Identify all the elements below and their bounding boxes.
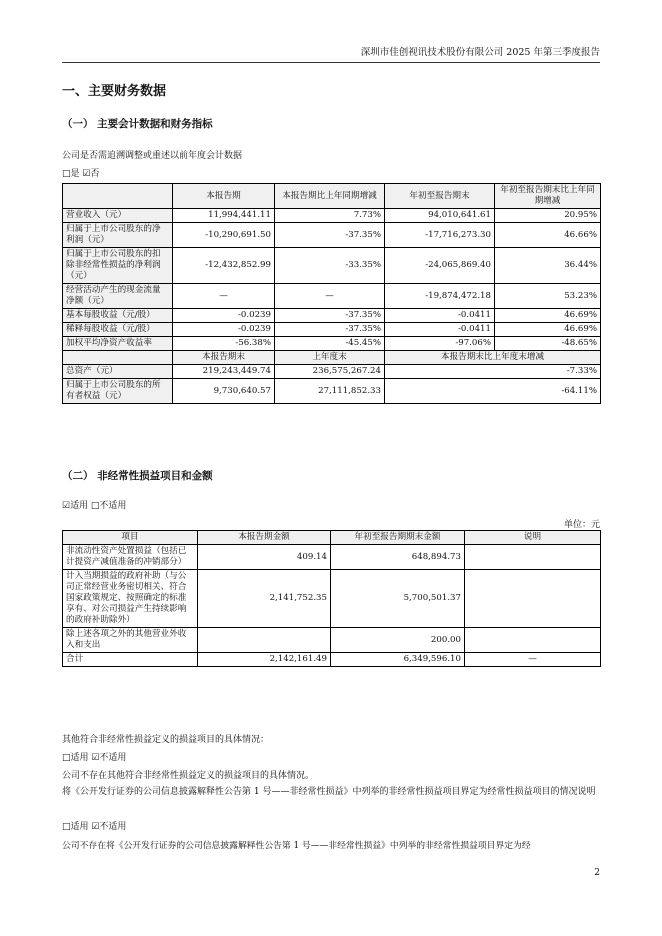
table-header-cell: 本报告期金额 <box>198 531 331 545</box>
table-cell: -24,065,869.40 <box>385 248 495 284</box>
table-header-cell: 本报告期末 <box>173 351 275 365</box>
table-cell: 7.73% <box>275 209 385 223</box>
table-cell: -0.0411 <box>385 309 495 323</box>
table-cell: 36.44% <box>495 248 601 284</box>
table-cell: -48.65% <box>495 337 601 351</box>
unit-label: 单位：元 <box>563 520 600 530</box>
row-label: 除上述各项之外的其他营业外收入和支出 <box>63 628 198 653</box>
table-row <box>63 628 601 653</box>
section-title: 一、主要财务数据 <box>62 84 167 99</box>
row-label: 计入当期损益的政府补助（与公司正常经营业务密切相关、符合国家政策规定、按照确定的标准享有、对公司损益产生持续影响的政府补助除外） <box>63 570 198 628</box>
table-row <box>63 379 601 404</box>
reclass-options: □适用 ☑不适用 <box>62 822 127 832</box>
table-header-cell: 年初至报告期末比上年同期增减 <box>495 184 601 209</box>
table-header-row <box>63 184 601 209</box>
row-label: 合计 <box>63 653 198 667</box>
row-label: 基本每股收益（元/股） <box>63 309 173 323</box>
table-header-cell: 上年度末 <box>275 351 385 365</box>
subsection-title-1: （一） 主要会计数据和财务指标 <box>62 118 213 130</box>
non-recurring-table <box>62 530 601 667</box>
table-cell <box>198 628 331 653</box>
table-cell: 46.69% <box>495 309 601 323</box>
row-label: 营业收入（元） <box>63 209 173 223</box>
table-cell <box>465 628 601 653</box>
table-cell: 200.00 <box>331 628 465 653</box>
table-header-cell: 项目 <box>63 531 198 545</box>
table-cell: 94,010,641.61 <box>385 209 495 223</box>
table-cell: -64.11% <box>385 379 601 404</box>
table-cell: -33.35% <box>275 248 385 284</box>
table-cell: -45.45% <box>275 337 385 351</box>
table-cell: 648,894.73 <box>331 545 465 570</box>
table-cell: 9,730,640.57 <box>173 379 275 404</box>
retro-options: □是 ☑否 <box>62 169 100 179</box>
table-cell: 20.95% <box>495 209 601 223</box>
table-row <box>63 570 601 628</box>
table-cell: — <box>275 284 385 309</box>
row-label: 经营活动产生的现金流量净额（元） <box>63 284 173 309</box>
table-cell: 11,994,441.11 <box>173 209 275 223</box>
table-subheader-row <box>63 351 601 365</box>
table-row <box>63 223 601 248</box>
table-cell <box>465 545 601 570</box>
table-header-cell <box>63 184 173 209</box>
table-cell: 2,141,752.35 <box>198 570 331 628</box>
row-label: 非流动性资产处置损益（包括已计提资产减值准备的冲销部分） <box>63 545 198 570</box>
table-cell: -19,874,472.18 <box>385 284 495 309</box>
table-cell: 53.23% <box>495 284 601 309</box>
table-cell: — <box>465 653 601 667</box>
row-label: 归属于上市公司股东的扣除非经常性损益的净利润（元） <box>63 248 173 284</box>
table-cell: 409.14 <box>198 545 331 570</box>
table-cell: 219,243,449.74 <box>173 365 275 379</box>
table-cell: 5,700,501.37 <box>331 570 465 628</box>
table-cell <box>63 351 173 365</box>
table-cell: -56.38% <box>173 337 275 351</box>
table-cell: 46.69% <box>495 323 601 337</box>
page-number: 2 <box>594 868 600 878</box>
retro-question: 公司是否需追溯调整或重述以前年度会计数据 <box>62 151 243 161</box>
table-row <box>63 284 601 309</box>
table-cell: -97.06% <box>385 337 495 351</box>
table-row <box>63 209 601 223</box>
table-cell: -7.33% <box>385 365 601 379</box>
table-cell: -0.0411 <box>385 323 495 337</box>
table-cell: — <box>173 284 275 309</box>
table-cell: 27,111,852.33 <box>275 379 385 404</box>
row-label: 归属于上市公司股东的所有者权益（元） <box>63 379 173 404</box>
table-header-cell: 年初至报告期期末金额 <box>331 531 465 545</box>
table-cell: 2,142,161.49 <box>198 653 331 667</box>
table-row <box>63 337 601 351</box>
row-label: 稀释每股收益（元/股） <box>63 323 173 337</box>
reclass-title: 将《公开发行证券的公司信息披露解释性公告第 1 号——非经常性损益》中列举的非经常性损益项目界定为经常性损益项目的情况说明 <box>62 787 596 797</box>
row-label: 总资产（元） <box>63 365 173 379</box>
other-def-options: □适用 ☑不适用 <box>62 753 127 763</box>
table-header-cell: 本报告期末比上年度末增减 <box>385 351 601 365</box>
table-cell: -10,290,691.50 <box>173 223 275 248</box>
table-row <box>63 653 601 667</box>
row-label: 加权平均净资产收益率 <box>63 337 173 351</box>
table-cell: 46.66% <box>495 223 601 248</box>
table-header-cell: 说明 <box>465 531 601 545</box>
table-cell <box>465 570 601 628</box>
table-cell: 236,575,267.24 <box>275 365 385 379</box>
table-cell: -0.0239 <box>173 323 275 337</box>
table-cell: 6,349,596.10 <box>331 653 465 667</box>
reclass-text: 公司不存在将《公开发行证券的公司信息披露解释性公告第 1 号——非经常性损益》中列举的非经常性损益项目界定为经 <box>62 841 531 851</box>
table-row <box>63 323 601 337</box>
apply-options: ☑适用 □不适用 <box>62 501 127 511</box>
table-cell: -17,716,273.30 <box>385 223 495 248</box>
table-row <box>63 309 601 323</box>
other-def-title: 其他符合非经常性损益定义的损益项目的具体情况： <box>62 735 270 745</box>
table-cell: -37.35% <box>275 223 385 248</box>
page-header: 深圳市佳创视讯技术股份有限公司 2025 年第三季度报告 <box>62 44 600 63</box>
table-header-cell: 年初至报告期末 <box>385 184 495 209</box>
table-cell: -12,432,852.99 <box>173 248 275 284</box>
row-label: 归属于上市公司股东的净利润（元） <box>63 223 173 248</box>
table-header-cell: 本报告期 <box>173 184 275 209</box>
financial-data-table <box>62 183 601 404</box>
table-cell: -37.35% <box>275 309 385 323</box>
table-cell: -37.35% <box>275 323 385 337</box>
table-row <box>63 248 601 284</box>
table-cell: -0.0239 <box>173 309 275 323</box>
table-header-cell: 本报告期比上年同期增减 <box>275 184 385 209</box>
table-row <box>63 365 601 379</box>
other-def-text: 公司不存在其他符合非经常性损益定义的损益项目的具体情况。 <box>62 771 315 781</box>
table-row <box>63 545 601 570</box>
table-header-row <box>63 531 601 545</box>
subsection-title-2: （二） 非经常性损益项目和金额 <box>62 470 213 482</box>
